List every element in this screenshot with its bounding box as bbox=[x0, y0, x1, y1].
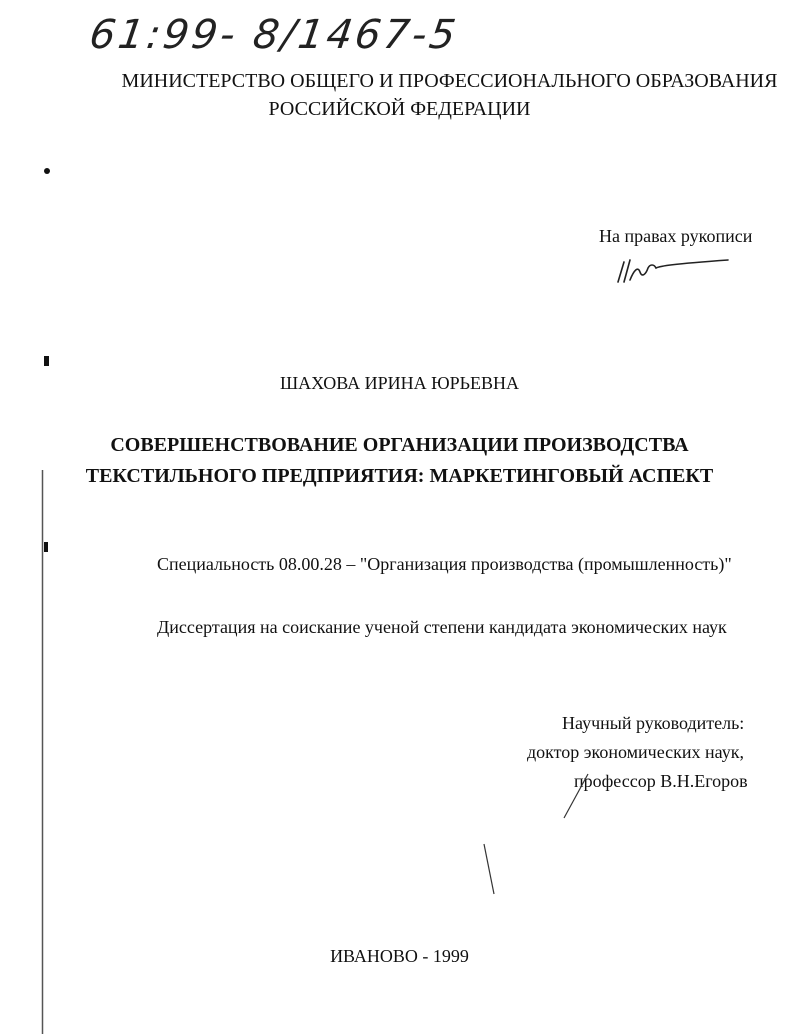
thesis-title-line2: ТЕКСТИЛЬНОГО ПРЕДПРИЯТИЯ: МАРКЕТИНГОВЫЙ АСПЕКТ bbox=[85, 465, 714, 487]
pen-stroke bbox=[560, 772, 590, 822]
scan-mark-3 bbox=[44, 542, 48, 552]
archive-number: 61:99- 8/1467-5 bbox=[86, 12, 462, 58]
city-year: ИВАНОВО - 1999 bbox=[330, 946, 469, 966]
pen-stroke-2 bbox=[482, 842, 496, 896]
author-signature bbox=[612, 252, 732, 286]
thesis-title-line1: СОВЕРШЕНСТВОВАНИЕ ОРГАНИЗАЦИИ ПРОИЗВОДСТВА bbox=[110, 434, 689, 456]
supervisor-name: профессор В.Н.Егоров bbox=[574, 771, 748, 791]
ministry-header-line2: РОССИЙСКОЙ ФЕДЕРАЦИИ bbox=[268, 98, 531, 120]
dissertation-description: Диссертация на соискание ученой степени кандидата экономических наук bbox=[157, 617, 727, 637]
scan-edge-line bbox=[41, 0, 44, 1034]
specialty-line: Специальность 08.00.28 – "Организация производства (промышленность)" bbox=[157, 554, 732, 574]
ministry-header-line1: МИНИСТЕРСТВО ОБЩЕГО И ПРОФЕССИОНАЛЬНОГО ОБРАЗОВАНИЯ bbox=[121, 70, 778, 92]
author-name: ШАХОВА ИРИНА ЮРЬЕВНА bbox=[280, 373, 519, 393]
supervisor-degree: доктор экономических наук, bbox=[527, 742, 744, 762]
scan-mark-2 bbox=[44, 356, 49, 366]
supervisor-label: Научный руководитель: bbox=[562, 713, 745, 733]
rights-note: На правах рукописи bbox=[599, 226, 753, 246]
scan-mark-1 bbox=[44, 168, 50, 174]
